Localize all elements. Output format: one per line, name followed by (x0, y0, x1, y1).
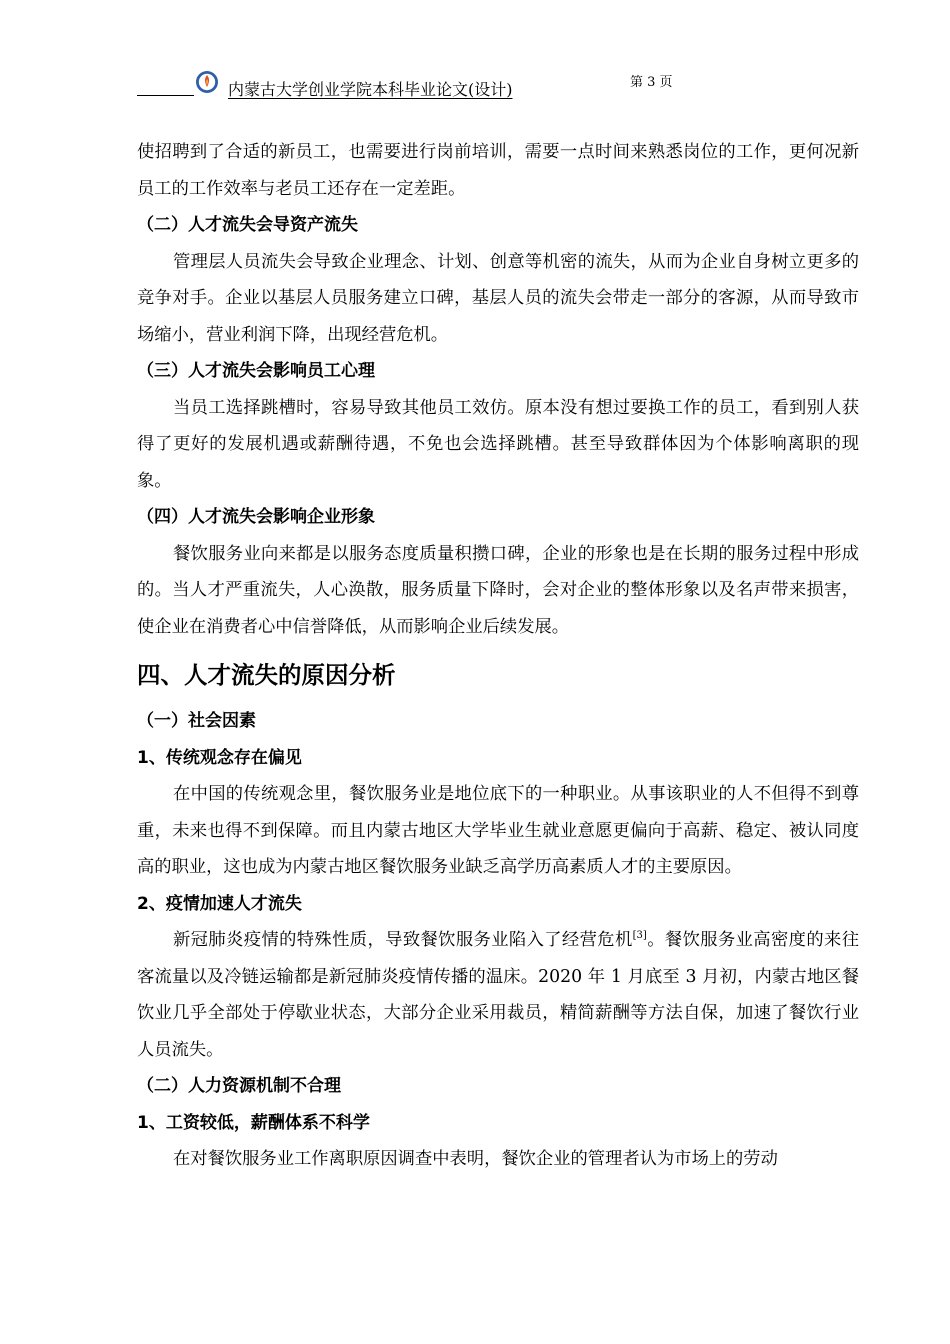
subsection-heading: （四）人才流失会影响企业形象 (137, 507, 375, 527)
subsection-heading: （三）人才流失会影响员工心理 (137, 361, 375, 381)
paragraph: 在对餐饮服务业工作离职原因调查中表明，餐饮企业的管理者认为市场上的劳动 (173, 1149, 778, 1169)
header-title: 内蒙古大学创业学院本科毕业论文(设计) (228, 80, 513, 99)
paragraph: 在中国的传统观念里，餐饮服务业是地位底下的一种职业。从事该职业的人不但得不到尊重，未来也得不到保障。而且内蒙古地区大学毕业生就业意愿更偏向于高薪、稳定、被认同度高的职业，这也成为内蒙古地区餐饮服务业缺乏高学历高素质人才的主要原因。 (137, 784, 859, 877)
sub-subsection-heading: 1、工资较低，薪酬体系不科学 (137, 1112, 370, 1133)
paragraph (137, 922, 859, 1068)
paragraph: 餐饮服务业向来都是以服务态度质量积攒口碑，企业的形象也是在长期的服务过程中形成的。当人才严重流失，人心涣散，服务质量下降时，会对企业的整体形象以及名声带来损害，使企业在消费者心中信誉降低，从而影响企业后续发展。 (137, 543, 859, 637)
paragraph: 当员工选择跳槽时，容易导致其他员工效仿。原本没有想过要换工作的员工，看到别人获得了更好的发展机遇或薪酬待遇，不免也会选择跳槽。甚至导致群体因为个体影响离职的现象。 (137, 397, 859, 491)
section-heading: 四、人才流失的原因分析 (137, 661, 396, 689)
subsection-heading: （二）人才流失会导资产流失 (137, 215, 358, 235)
paragraph: 管理层人员流失会导致企业理念、计划、创意等机密的流失，从而为企业自身树立更多的竞争对手。企业以基层人员服务建立口碑，基层人员的流失会带走一部分的客源，从而导致市场缩小，营业利润下降，出现经营危机。 (137, 251, 859, 345)
paragraph-text: 。餐饮服务业高密度的来往客流量以及冷链运输都是新冠肺炎疫情传播的温床。2020 年 1 月底至 3 月初，内蒙古地区餐饮业几乎全部处于停歇业状态，大部分企业采用裁员，精简薪酬等方法自保，加速了餐饮行业人员流失。 (137, 930, 859, 1060)
paragraph: 使招聘到了合适的新员工，也需要进行岗前培训，需要一点时间来熟悉岗位的工作，更何况新员工的工作效率与老员工还存在一定差距。 (137, 142, 859, 199)
page-number: 第 3 页 (630, 75, 673, 90)
header-rule (137, 95, 194, 96)
citation-ref: [3] (632, 930, 647, 941)
sub-subsection-heading: 2、疫情加速人才流失 (137, 893, 302, 914)
university-seal-icon (195, 70, 219, 94)
subsection-heading: （二）人力资源机制不合理 (137, 1076, 341, 1096)
subsection-heading: （一）社会因素 (137, 711, 256, 731)
paragraph-text: 新冠肺炎疫情的特殊性质，导致餐饮服务业陷入了经营危机 (173, 930, 633, 950)
body-content (137, 134, 859, 1178)
sub-subsection-heading: 1、传统观念存在偏见 (137, 747, 302, 768)
